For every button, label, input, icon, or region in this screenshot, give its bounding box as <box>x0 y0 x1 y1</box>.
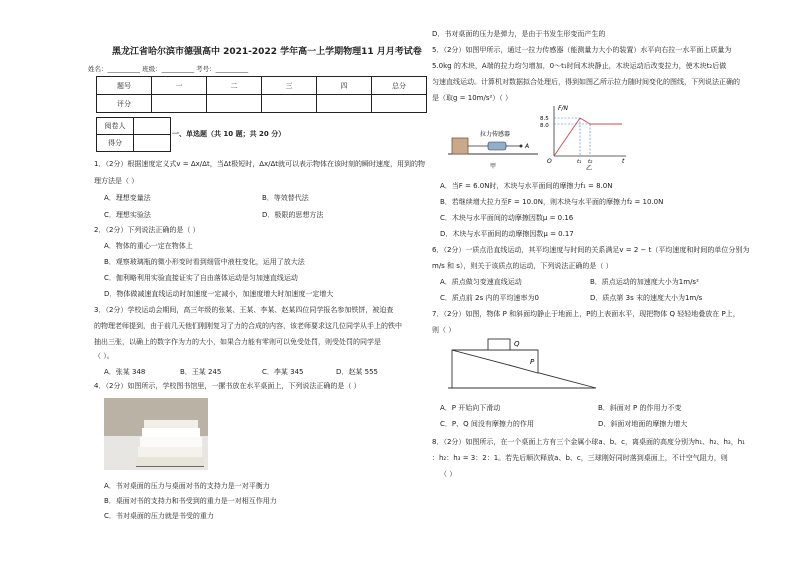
tick-8-5: 8.5 <box>540 116 549 122</box>
q7-option-b: B．斜面对 P 的作用力不变 <box>598 404 682 412</box>
q8-stem: 8．（2分）如图所示，在一个桌面上方有三个金属小球a、b、c，离桌面的高度分别为h₁、h₂、h₃，h₁ <box>432 438 745 446</box>
q6-option-c: C．质点前 2s 内的平均速率为0 <box>440 294 539 302</box>
q3-stem: 的物理老师提到，由于前几天他们刚刚复习了力的合成的内容，该老师要求这几位同学从手上的铁中 <box>94 322 402 330</box>
grader-box <box>96 117 171 152</box>
q5-option-b: B．若继续增大拉力至F = 10.0N，则木块与水平面的摩擦力f₂ = 10.0N <box>440 198 664 206</box>
q1-stem: 理方法是（ ） <box>94 177 139 185</box>
q4-option-d: D．书对桌面的压力是弹力，是由于书发生形变而产生的 <box>432 30 606 38</box>
score-header-cell: 三 <box>262 77 317 95</box>
wooden-block <box>452 138 468 154</box>
q5-stem: 5.0kg 的木块，A端的拉力均匀增加，0～t₁时间木块静止，木块运动后改变拉力，使木块t₂后做 <box>432 62 727 70</box>
force-sensor <box>488 142 506 150</box>
q6-option-b: B．质点运动的加速度大小为1m/s² <box>590 278 699 286</box>
q3-option-a: A．张某 348 <box>104 368 146 376</box>
fig-yi-label: 乙 <box>586 165 593 170</box>
point-a-label: A <box>525 143 530 150</box>
tick-8-0: 8.0 <box>540 123 549 129</box>
q2-option-d: D．物体做减速直线运动时加速度一定减小，加速度增大时加速度一定增大 <box>104 290 334 298</box>
p-label: P <box>530 358 535 366</box>
q2-option-b: B．观察玻璃瓶的微小形变时看到细管中液柱变化，运用了放大法 <box>104 258 305 266</box>
q7-option-c: C．P、Q 间没有摩擦力的作用 <box>440 420 534 428</box>
block-p <box>452 350 538 373</box>
score-header-cell: 二 <box>207 77 262 95</box>
section-heading: 一、单选题（共 10 题；共 20 分） <box>172 130 286 138</box>
q2-option-c: C．伽利略利用实验直接证实了自由落体运动是匀加速直线运动 <box>104 274 298 282</box>
q3-option-b: B．王某 245 <box>180 368 222 376</box>
force-curve-rise <box>554 118 580 156</box>
q3-option-c: C．李某 345 <box>262 368 304 376</box>
f-axis-label: F/N <box>558 105 568 112</box>
q7-figure <box>448 336 598 392</box>
q7-option-d: D．斜面对地面的摩擦力增大 <box>598 420 688 428</box>
q7-stem: 7．（2分）如图，物体 P 和斜面均静止于地面上，P的上表面水平，现把物体 Q 轻轻地叠放在 P上， <box>432 310 740 318</box>
q5-figure <box>430 104 630 170</box>
q4-option-a: A．书对桌面的压力与桌面对书的支持力是一对平衡力 <box>104 482 270 490</box>
block-q <box>488 339 510 350</box>
q2-stem: 2．（2分）下列说法正确的是（ ） <box>94 226 200 234</box>
q7-option-a: A．P 开始向下滑动 <box>440 404 501 412</box>
force-curve-drop <box>580 118 590 124</box>
q4-option-c: C．书对桌面的压力就是书受的重力 <box>104 512 214 520</box>
q8-stem: ：h₂：h₃ = 3：2：1。若先后顺次释放a、b、c，三球刚好同时落到桌面上，不计空气阻力，则 <box>432 454 728 462</box>
t1-label: t₁ <box>577 159 582 165</box>
score-header-cell: 四 <box>317 77 372 95</box>
q8-stem: （ ） <box>440 470 457 478</box>
q1-option-a: A．理想变量法 <box>104 194 151 202</box>
grader-score-label: 得分 <box>97 135 134 152</box>
q1-stem: 1．（2分）根据速度定义式v = Δx/Δt，当Δt极短时，Δx/Δt就可以表示物体在该时刻的瞬时速度，用到的物 <box>94 160 426 168</box>
q3-stem: （ ）。 <box>94 352 114 360</box>
sensor-label: 拉力传感器 <box>480 131 511 138</box>
q2-option-a: A．物体的重心一定在物体上 <box>104 242 193 250</box>
q6-option-d: D．质点第 3s 末的速度大小为1m/s <box>590 294 703 302</box>
q5-option-d: D．木块与水平面间的动摩擦因数μ = 0.17 <box>440 230 574 238</box>
q3-stem: 3．（2分）学校运动会期间，高三年级的张某、王某、李某、赵某四位同学报名参加铁饼，被迫查 <box>94 306 394 314</box>
q4-stem: 4．（2分）如图所示，学校图书馆里，一摞书放在水平桌面上，下列说法正确的是（ ） <box>94 382 361 390</box>
q5-option-c: C．木块与水平面间的动摩擦因数μ = 0.16 <box>440 214 574 222</box>
score-header-cell: 总分 <box>372 77 427 95</box>
q5-stem: 是（取g = 10m/s²）（ ） <box>432 94 513 102</box>
score-table <box>96 76 427 113</box>
q1-option-d: D．极限的思想方法 <box>262 211 324 219</box>
q7-stem: 则（ ） <box>432 326 456 334</box>
q6-stem: m/s 和 s），则关于该质点的运动，下列说法正确的是（ ） <box>432 262 613 270</box>
origin-label: O <box>547 158 552 165</box>
q5-option-a: A．当F = 6.0N时，木块与水平面间的摩擦力f₁ = 8.0N <box>440 182 613 190</box>
q6-stem: 6．（2分）一质点沿直线运动，其平均速度与时间的关系满足v = 2 − t（平均速度和时间的单位分别为 <box>432 246 750 254</box>
q1-option-c: C．理想实验法 <box>104 211 151 219</box>
q5-stem: 匀速直线运动。计算机对数据拟合处理后，得到如图乙所示拉力随时间变化的图线，下列说法正确的 <box>432 78 740 86</box>
books-photo <box>104 398 208 470</box>
score-row-label: 评分 <box>97 95 152 113</box>
grader-label: 阅卷人 <box>97 118 134 135</box>
t-axis-label: t <box>622 158 625 165</box>
q4-option-b: B．桌面对书的支持力和书受到的重力是一对相互作用力 <box>104 497 277 505</box>
exam-title: 黑龙江省哈尔滨市德强高中 2021-2022 学年高一上学期物理11 月月考试卷 <box>112 47 422 57</box>
q1-option-b: B．等效替代法 <box>262 194 309 202</box>
q3-option-d: D．赵某 555 <box>336 368 378 376</box>
score-header-cell: 一 <box>152 77 207 95</box>
score-header-cell: 题号 <box>97 77 152 95</box>
q6-option-a: A．质点做匀变速直线运动 <box>440 278 522 286</box>
q3-stem: 抽出三张，以确上的数字作为力的大小，如果合力能有零则可以免受处罚，则受处罚的同学是 <box>94 338 381 346</box>
student-info-line: 姓名：__________ 班级：__________ 考号：__________ <box>88 65 249 73</box>
t2-label: t₂ <box>588 159 593 165</box>
q5-stem: 5．（2分）如图甲所示，通过一拉力传感器（能测量力大小的装置）水平向右拉一水平面上质量为 <box>432 46 732 54</box>
fig-jia-label: 甲 <box>490 163 497 170</box>
q-label: Q <box>514 340 520 348</box>
